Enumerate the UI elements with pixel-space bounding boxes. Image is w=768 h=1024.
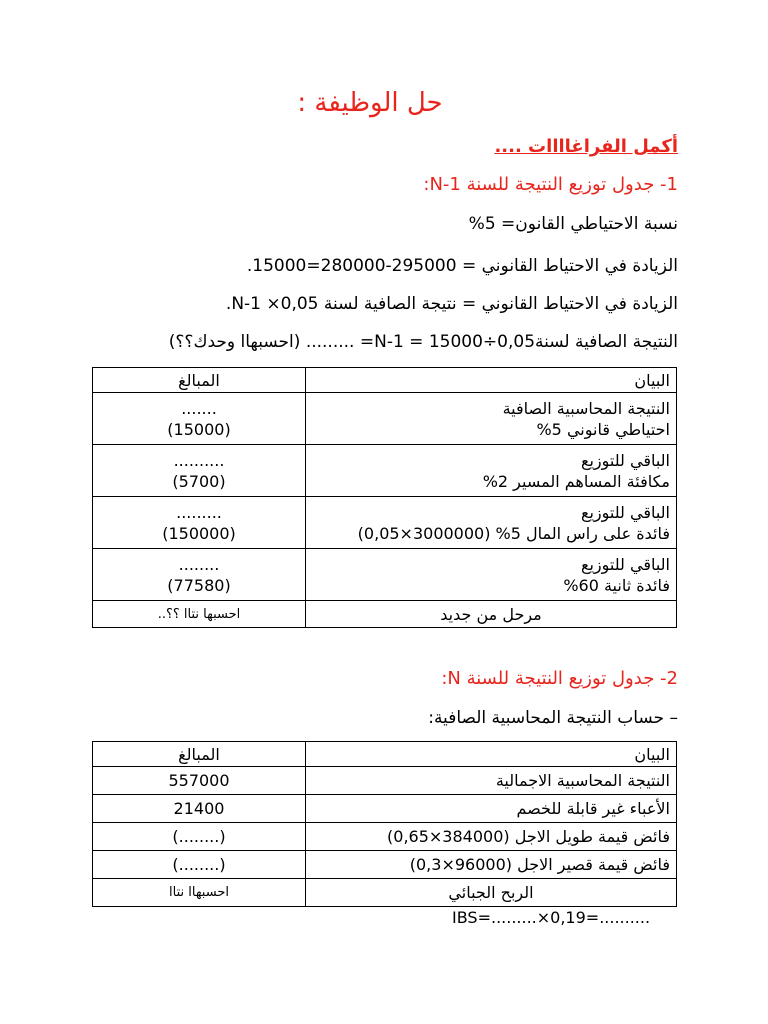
table-row <box>93 445 677 497</box>
page-title: حل الوظيفة : <box>297 88 443 118</box>
description-cell: فائض قيمة طويل الاجل (384000×0,65) <box>306 823 677 851</box>
description-cell: مرحل من جديد <box>306 601 677 628</box>
table-header-row <box>93 368 677 393</box>
table-row <box>93 497 677 549</box>
amount-cell: احسبهاا نتاا <box>93 879 306 907</box>
description-header: البيان <box>306 368 677 393</box>
amount-cell: احسبها نتاا ؟؟.. <box>93 601 306 628</box>
table-row <box>93 601 677 628</box>
reserve-formula-line: الزيادة في الاحتياط القانوني = نتيجة الصافية لسنة N-1 ×0,05. <box>225 294 678 314</box>
legal-reserve-rate-line: نسبة الاحتياطي القانون= 5% <box>468 214 678 234</box>
amount-cell: (........) <box>93 823 306 851</box>
description-cell: النتيجة المحاسبية الاجمالية <box>306 767 677 795</box>
table-row <box>93 393 677 445</box>
amount-cell: (........) <box>93 851 306 879</box>
section1-heading: 1- جدول توزيع النتيجة للسنة N-1: <box>423 174 678 195</box>
description-header: البيان <box>306 742 677 767</box>
table-header-row <box>93 742 677 767</box>
amount-cell: 557000 <box>93 767 306 795</box>
distribution-table-n1 <box>92 367 677 628</box>
description-cell: الربح الجبائي <box>306 879 677 907</box>
amount-cell: ........ (77580) <box>93 549 306 601</box>
description-cell: الأعباء غير قابلة للخصم <box>306 795 677 823</box>
table-row <box>93 767 677 795</box>
amount-cell: ......... (150000) <box>93 497 306 549</box>
amount-cell: 21400 <box>93 795 306 823</box>
description-cell: الباقي للتوزيع فائدة ثانية 60% <box>306 549 677 601</box>
fiscal-result-table-n <box>92 741 677 907</box>
table-row <box>93 851 677 879</box>
amount-header: المبالغ <box>93 742 306 767</box>
net-result-line: النتيجة الصافية لسنةN-1 = 15000÷0,05= ......... (احسبهاا وحدك؟؟) <box>168 332 678 352</box>
description-cell: فائض قيمة قصير الاجل (96000×0,3) <box>306 851 677 879</box>
reserve-increase-line: الزيادة في الاحتياط القانوني = 295000-280000=15000. <box>246 256 678 276</box>
table-row <box>93 795 677 823</box>
description-cell: الباقي للتوزيع فائدة على راس المال 5% (3000000×0,05) <box>306 497 677 549</box>
amount-header: المبالغ <box>93 368 306 393</box>
section2-intro: – حساب النتيجة المحاسبية الصافية: <box>428 708 678 728</box>
amount-cell: .......... (5700) <box>93 445 306 497</box>
description-cell: الباقي للتوزيع مكافئة المساهم المسير 2% <box>306 445 677 497</box>
table-row <box>93 823 677 851</box>
table-row <box>93 879 677 907</box>
amount-cell: ....... (15000) <box>93 393 306 445</box>
instruction-subtitle: أكمل الفراغاااات .... <box>494 136 678 157</box>
section2-heading: 2- جدول توزيع النتيجة للسنة N: <box>441 668 678 689</box>
table-row <box>93 549 677 601</box>
ibs-formula: IBS=.........×0,19=.......... <box>452 908 651 927</box>
description-cell: النتيجة المحاسبية الصافية احتياطي قانوني 5% <box>306 393 677 445</box>
